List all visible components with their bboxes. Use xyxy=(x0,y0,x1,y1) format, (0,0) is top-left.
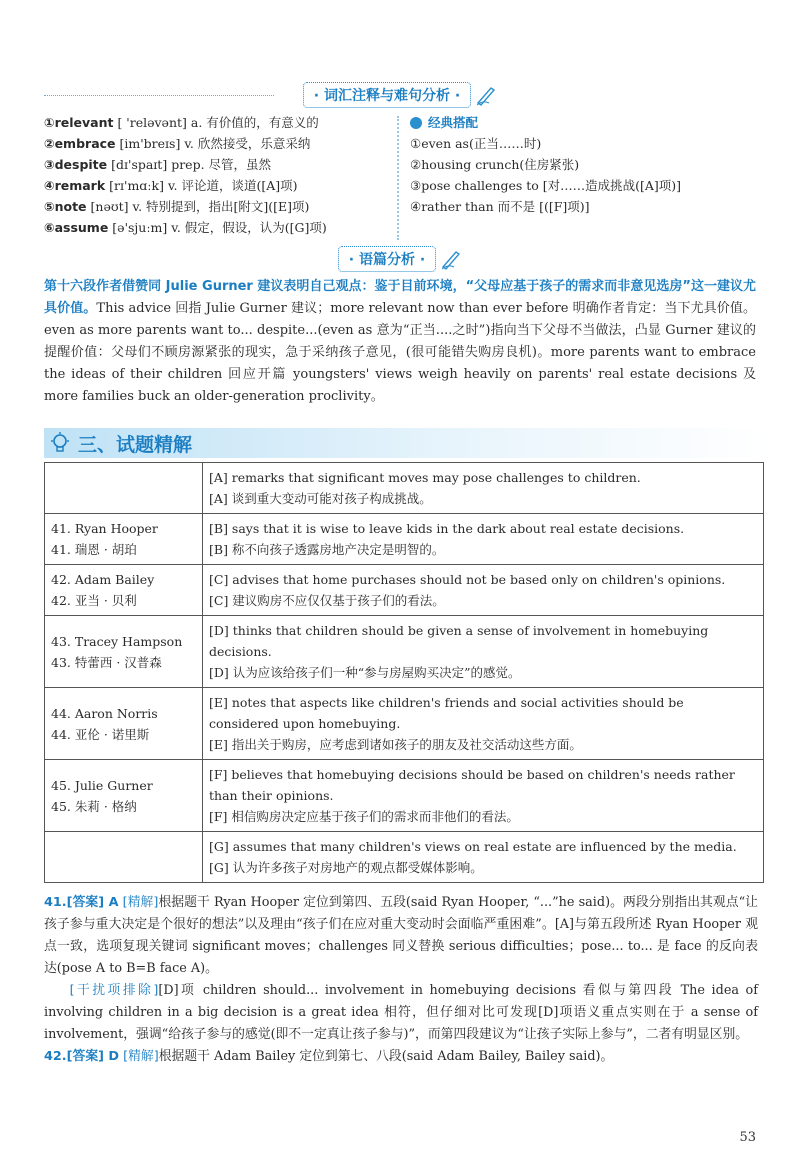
option-cn: [F] 相信购房决定应基于孩子们的需求而非他们的看法。 xyxy=(209,809,519,824)
vocab-title-text: · 词汇注释与难句分析 · xyxy=(303,82,471,108)
option-cell xyxy=(203,616,764,688)
vocab-ipa: [nəʊt] xyxy=(90,199,129,214)
speaker-name-en: 44. Aaron Norris xyxy=(51,705,158,721)
table-row xyxy=(45,760,764,832)
answer-label: 42.[答案] D xyxy=(44,1049,120,1064)
vocab-definition: prep. 尽管，虽然 xyxy=(171,157,272,172)
speaker-name-en: 42. Adam Bailey xyxy=(51,572,155,587)
vocab-ipa: [dɪ'spaɪt] xyxy=(111,157,168,172)
bullet-icon xyxy=(410,117,422,129)
vocab-ipa: [ 'reləvənt] xyxy=(117,115,187,130)
distractor-41 xyxy=(44,980,758,1046)
speaker-cell xyxy=(45,688,203,760)
collocation-item: ①even as(正当……时) xyxy=(410,136,542,151)
option-en: [B] says that it is wise to leave kids in the dark about real estate decisions. xyxy=(209,521,685,536)
table-row xyxy=(45,832,764,883)
answer-text: 根据题干 Adam Bailey 定位到第七、八段(said Adam Bailey, Bailey said)。 xyxy=(158,1049,614,1064)
option-cn: [A] 谈到重大变动可能对孩子构成挑战。 xyxy=(209,491,432,506)
option-cn: [C] 建议购房不应仅仅基于孩子们的看法。 xyxy=(209,593,445,608)
vocab-item xyxy=(44,154,394,175)
table-row xyxy=(45,514,764,565)
option-cn: [E] 指出关于购房，应考虑到诸如孩子的朋友及社交活动这些方面。 xyxy=(209,737,582,752)
vocab-word: ⑤note xyxy=(44,199,87,214)
vocab-section-title xyxy=(44,82,756,108)
speaker-cell xyxy=(45,760,203,832)
column-divider xyxy=(397,116,399,240)
collocation-heading-text: 经典搭配 xyxy=(428,115,479,130)
collocation-heading xyxy=(410,112,770,133)
vocab-item xyxy=(44,196,394,217)
vocab-definition: v. 欣然接受，乐意采纳 xyxy=(184,136,311,151)
answer-41 xyxy=(44,892,758,980)
pen-icon xyxy=(440,248,462,270)
speaker-cell xyxy=(45,832,203,883)
table-row xyxy=(45,565,764,616)
option-en: [F] believes that homebuying decisions should be based on children's needs rather than their opinions. xyxy=(209,767,735,803)
explain-tag: [精解] xyxy=(123,1049,159,1064)
option-cell xyxy=(203,565,764,616)
collocation-item: ②housing crunch(住房紧张) xyxy=(410,157,580,172)
vocab-word: ③despite xyxy=(44,157,108,172)
vocab-definition: v. 假定，假设，认为([G]项) xyxy=(171,220,327,235)
answer-explanations xyxy=(44,892,758,1068)
collocation-box xyxy=(410,112,770,217)
option-en: [D] thinks that children should be given a sense of involvement in homebuying decisions. xyxy=(209,623,709,659)
option-en: [C] advises that home purchases should not be based only on children's opinions. xyxy=(209,572,726,587)
analysis-lead: 第十六段作者借赞同 Julie Gurner 建议表明自己观点：鉴于目前环境，“父母应基于孩子的需求而非意见选房”这一建议尤具价值。 xyxy=(44,279,756,316)
explain-tag: [精解] xyxy=(122,895,159,910)
table-row xyxy=(45,463,764,514)
vocab-ipa: [ə'sjuːm] xyxy=(112,220,168,235)
speaker-name-cn: 41. 瑞恩 · 胡珀 xyxy=(51,542,137,557)
vocab-ipa: [im'breɪs] xyxy=(119,136,181,151)
vocab-word: ①relevant xyxy=(44,115,114,130)
option-cell xyxy=(203,688,764,760)
speaker-name-cn: 43. 特蕾西 · 汉普森 xyxy=(51,654,162,670)
speaker-name-en: 45. Julie Gurner xyxy=(51,777,153,793)
discourse-analysis xyxy=(44,276,756,408)
speaker-name-en: 43. Tracey Hampson xyxy=(51,633,183,649)
vocab-item xyxy=(44,112,394,133)
section-banner xyxy=(44,428,764,458)
vocab-word: ②embrace xyxy=(44,136,116,151)
collocation-item: ③pose challenges to [对……造成挑战([A]项)] xyxy=(410,178,682,193)
vocab-word: ⑥assume xyxy=(44,220,109,235)
option-cell xyxy=(203,514,764,565)
speaker-name-cn: 44. 亚伦 · 诺里斯 xyxy=(51,726,150,742)
option-en: [A] remarks that significant moves may pose challenges to children. xyxy=(209,470,641,485)
distractor-tag: [干扰项排除] xyxy=(69,983,159,998)
speaker-name-cn: 42. 亚当 · 贝利 xyxy=(51,593,137,608)
option-cn: [D] 认为应该给孩子们一种“参与房屋购买决定”的感觉。 xyxy=(209,665,521,680)
answer-42 xyxy=(44,1046,758,1068)
speaker-name-cn: 45. 朱莉 · 格纳 xyxy=(51,798,137,814)
pen-icon xyxy=(475,84,497,106)
speaker-cell xyxy=(45,514,203,565)
answer-text: 根据题干 Ryan Hooper 定位到第四、五段(said Ryan Hooper, “...”he said)。两段分别指出其观点“让孩子参与重大决定是个很好的想法”以及理由“孩子们在应对重大变动时会面临严重困难”。[A]与第五段所述 Ryan Hooper 观点一致，选项复现关键词 significant moves；challenges 同义替换 serious difficulties；pose... to... 是 face 的反向表达(pose A to B=B face A)。 xyxy=(44,895,758,976)
page-number: 53 xyxy=(739,1130,756,1145)
vocab-item xyxy=(44,217,394,238)
collocation-item: ④rather than 而不是 [([F]项)] xyxy=(410,199,590,214)
matching-table xyxy=(44,462,764,883)
distractor-text: [D]项 children should... involvement in homebuying decisions 看似与第四段 The idea of involving children in a big decision is a great idea 相符，但仔细对比可发现[D]项语义重点实则在于 a sense of involvement，强调“给孩子参与的感觉(即不一定真让孩子参与)”，而第四段建议为“让孩子实际上参与”，二者有明显区别。 xyxy=(44,983,758,1042)
option-en: [E] notes that aspects like children's friends and social activities should be considered upon homebuying. xyxy=(209,695,684,731)
option-cn: [B] 称不向孩子透露房地产决定是明智的。 xyxy=(209,542,445,557)
speaker-cell xyxy=(45,616,203,688)
vocab-ipa: [rɪ'mɑːk] xyxy=(109,178,164,193)
vocab-definition: v. 评论道，谈道([A]项) xyxy=(167,178,298,193)
table-row xyxy=(45,688,764,760)
speaker-cell xyxy=(45,565,203,616)
vocab-definition: v. 特别提到，指出[附文]([E]项) xyxy=(132,199,310,214)
vocab-word: ④remark xyxy=(44,178,106,193)
vocab-item xyxy=(44,175,394,196)
option-cell xyxy=(203,760,764,832)
vocab-list xyxy=(44,112,394,238)
vocab-item xyxy=(44,133,394,154)
vocab-definition: a. 有价值的，有意义的 xyxy=(190,115,319,130)
answer-label: 41.[答案] A xyxy=(44,895,119,910)
speaker-cell xyxy=(45,463,203,514)
analysis-body: This advice 回指 Julie Gurner 建议；more relevant now than ever before 明确作者肯定：当下尤具价值。even as more parents want to... despite...(even as 意为“正当....之时”)指向当下父母不当做法，凸显 Gurner 建议的提醒价值：父母们不顾房源紧张的现实，急于采纳孩子意见，(很可能错失购房良机)。more parents want to embrace the ideas of their children 回应开篇 youngsters' views weigh heavily on parents' real estate decisions 及 more families buck an older-generation proclivity。 xyxy=(44,301,756,404)
speaker-name-en: 41. Ryan Hooper xyxy=(51,521,158,536)
option-cn: [G] 认为许多孩子对房地产的观点都受媒体影响。 xyxy=(209,860,483,875)
analysis-title-text: · 语篇分析 · xyxy=(338,246,436,272)
option-cell xyxy=(203,832,764,883)
option-en: [G] assumes that many children's views on real estate are influenced by the media. xyxy=(209,839,737,854)
lightbulb-icon xyxy=(48,431,72,455)
banner-title: 三、试题精解 xyxy=(78,434,193,456)
table-row xyxy=(45,616,764,688)
option-cell xyxy=(203,463,764,514)
analysis-section-title xyxy=(44,246,756,272)
